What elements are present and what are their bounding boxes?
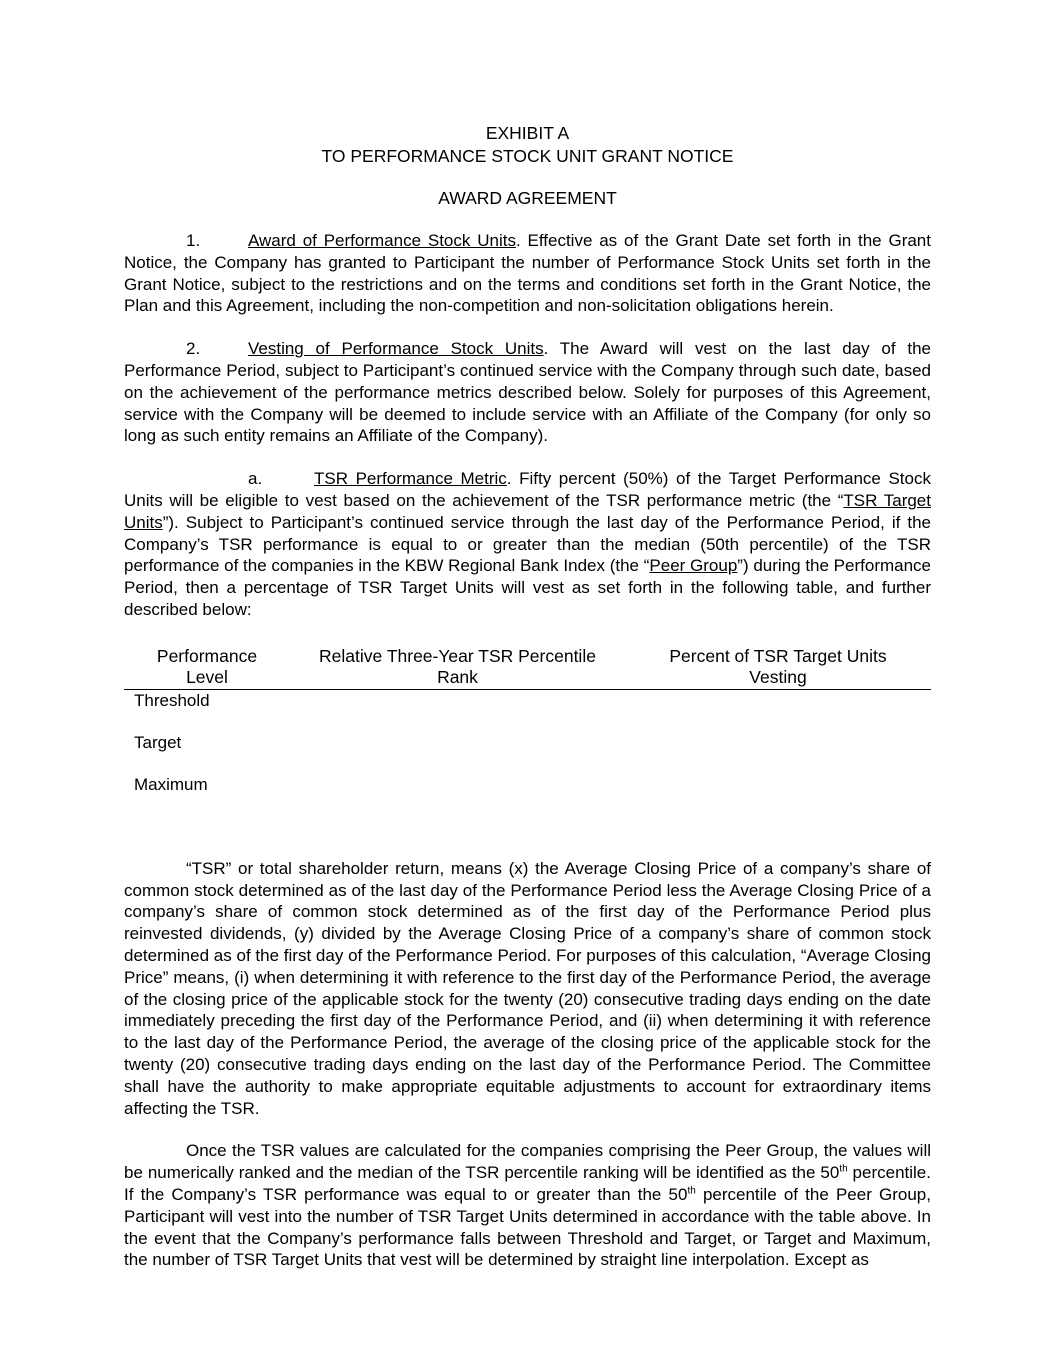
section-2-paragraph [124,338,931,447]
peer-group-term: Peer Group [649,556,738,576]
table-row [124,732,931,774]
document-page [124,122,931,1271]
row-rank-cell [290,689,625,732]
exhibit-title: EXHIBIT A [485,123,570,143]
section-1-paragraph [124,230,931,317]
section-2-number: 2. [186,339,201,359]
row-level-threshold: Threshold [134,690,210,710]
section-2a-text-1: . Fifty percent (50%) of the Target Performance Stock Units will be eligible to vest based on the achievement of the TSR performance metric (the “ [124,469,931,510]
header-percent-vesting: Percent of TSR Target Units Vesting [625,646,931,690]
exhibit-subtitle: TO PERFORMANCE STOCK UNIT GRANT NOTICE [321,146,734,166]
row-vesting-cell [625,689,931,732]
ranking-paragraph: Once the TSR values are calculated for the companies comprising the Peer Group, the values will be numerically ranked and the median of the TSR percentile ranking will be identified as the 50th percentile. If the Company’s TSR performance was equal to or greater than the 50th percentile of the Peer Group, Participant will vest into the number of TSR Target Units determined in accordance with the table above. In the event that the Company’s performance falls between Threshold and Target, or Target and Maximum, the number of TSR Target Units that vest will be determined by straight line interpolation. Except as [124,1141,931,1270]
section-1-number: 1. [186,231,201,250]
row-vesting-cell [625,732,931,774]
row-rank-cell [290,732,625,774]
table-header-row [124,646,931,690]
superscript-th: th [687,1185,696,1197]
section-2-text: . The Award will vest on the last day of the Performance Period, subject to Participant’s continued service with the Company through such date, based on the achievement of the performance metrics described below. Solely for purposes of this Agreement, service with the Company will be deemed to include service with an Affiliate of the Company (for only so long as such entity remains an Affiliate of the Company). [124,339,931,446]
document-heading [124,122,931,168]
row-vesting-cell [625,774,931,816]
section-2a-letter: a. [248,469,263,489]
tsr-target-units-term: TSR Target Units [124,490,931,532]
tsr-definition-paragraph: “TSR” or total shareholder return, means (x) the Average Closing Price of a company’s share of common stock determined as of the last day of the Performance Period less the Average Closing Price of a company’s share of common stock determined as of the first day of the Performance Period plus reinvested dividends, (y) divided by the Average Closing Price of a company’s share of common stock determined as of the first day of the Performance Period. For purposes of this calculation, “Average Closing Price” means, (i) when determining it with reference to the first day of the Performance Period, the average of the closing price of the applicable stock for the twenty (20) consecutive trading days ending on the date immediately preceding the first day of the Performance Period, and (ii) when determining it with reference to the last day of the Performance Period, the average of the closing price of the applicable stock for the twenty (20) consecutive trading days ending on the last day of the Performance Period. The Committee shall have the authority to make appropriate equitable adjustments to account for extraordinary items affecting the TSR. [124,858,931,1118]
row-level-target: Target [134,732,182,752]
row-level-maximum: Maximum [134,774,208,794]
tsr-vesting-table [124,646,931,816]
row-rank-cell [290,774,625,816]
section-1-text: . Effective as of the Grant Date set forth in the Grant Notice, the Company has granted to Participant the number of Performance Stock Units set forth in the Grant Notice, subject to the restrictions and on the terms and conditions set forth in the Grant Notice, the Plan and this Agreement, including the non-competition and non-solicitation obligations herein. [124,231,931,316]
table-row [124,774,931,816]
section-2-heading: Vesting of Performance Stock Units [248,339,544,359]
header-performance-level: Performance Level [124,646,290,690]
header-percentile-rank: Relative Three-Year TSR Percentile Rank [290,646,625,690]
section-1-heading: Award of Performance Stock Units [248,231,516,250]
section-2a-text-2: ”). Subject to Participant’s continued service through the last day of the Performance Period, if the Company’s TSR performance is equal to or greater than the median (50th percentile) of the TSR performance of the companies in the KBW Regional Bank Index (the “ [124,512,931,576]
section-2a-text-3: ”) during the Performance Period, then a percentage of TSR Target Units will vest as set forth in the following table, and further described below: [124,556,931,619]
table-row [124,689,931,732]
agreement-title: AWARD AGREEMENT [438,188,617,208]
section-2a-heading: TSR Performance Metric [314,469,507,489]
superscript-th: th [839,1163,848,1175]
section-2a-paragraph [124,468,931,621]
